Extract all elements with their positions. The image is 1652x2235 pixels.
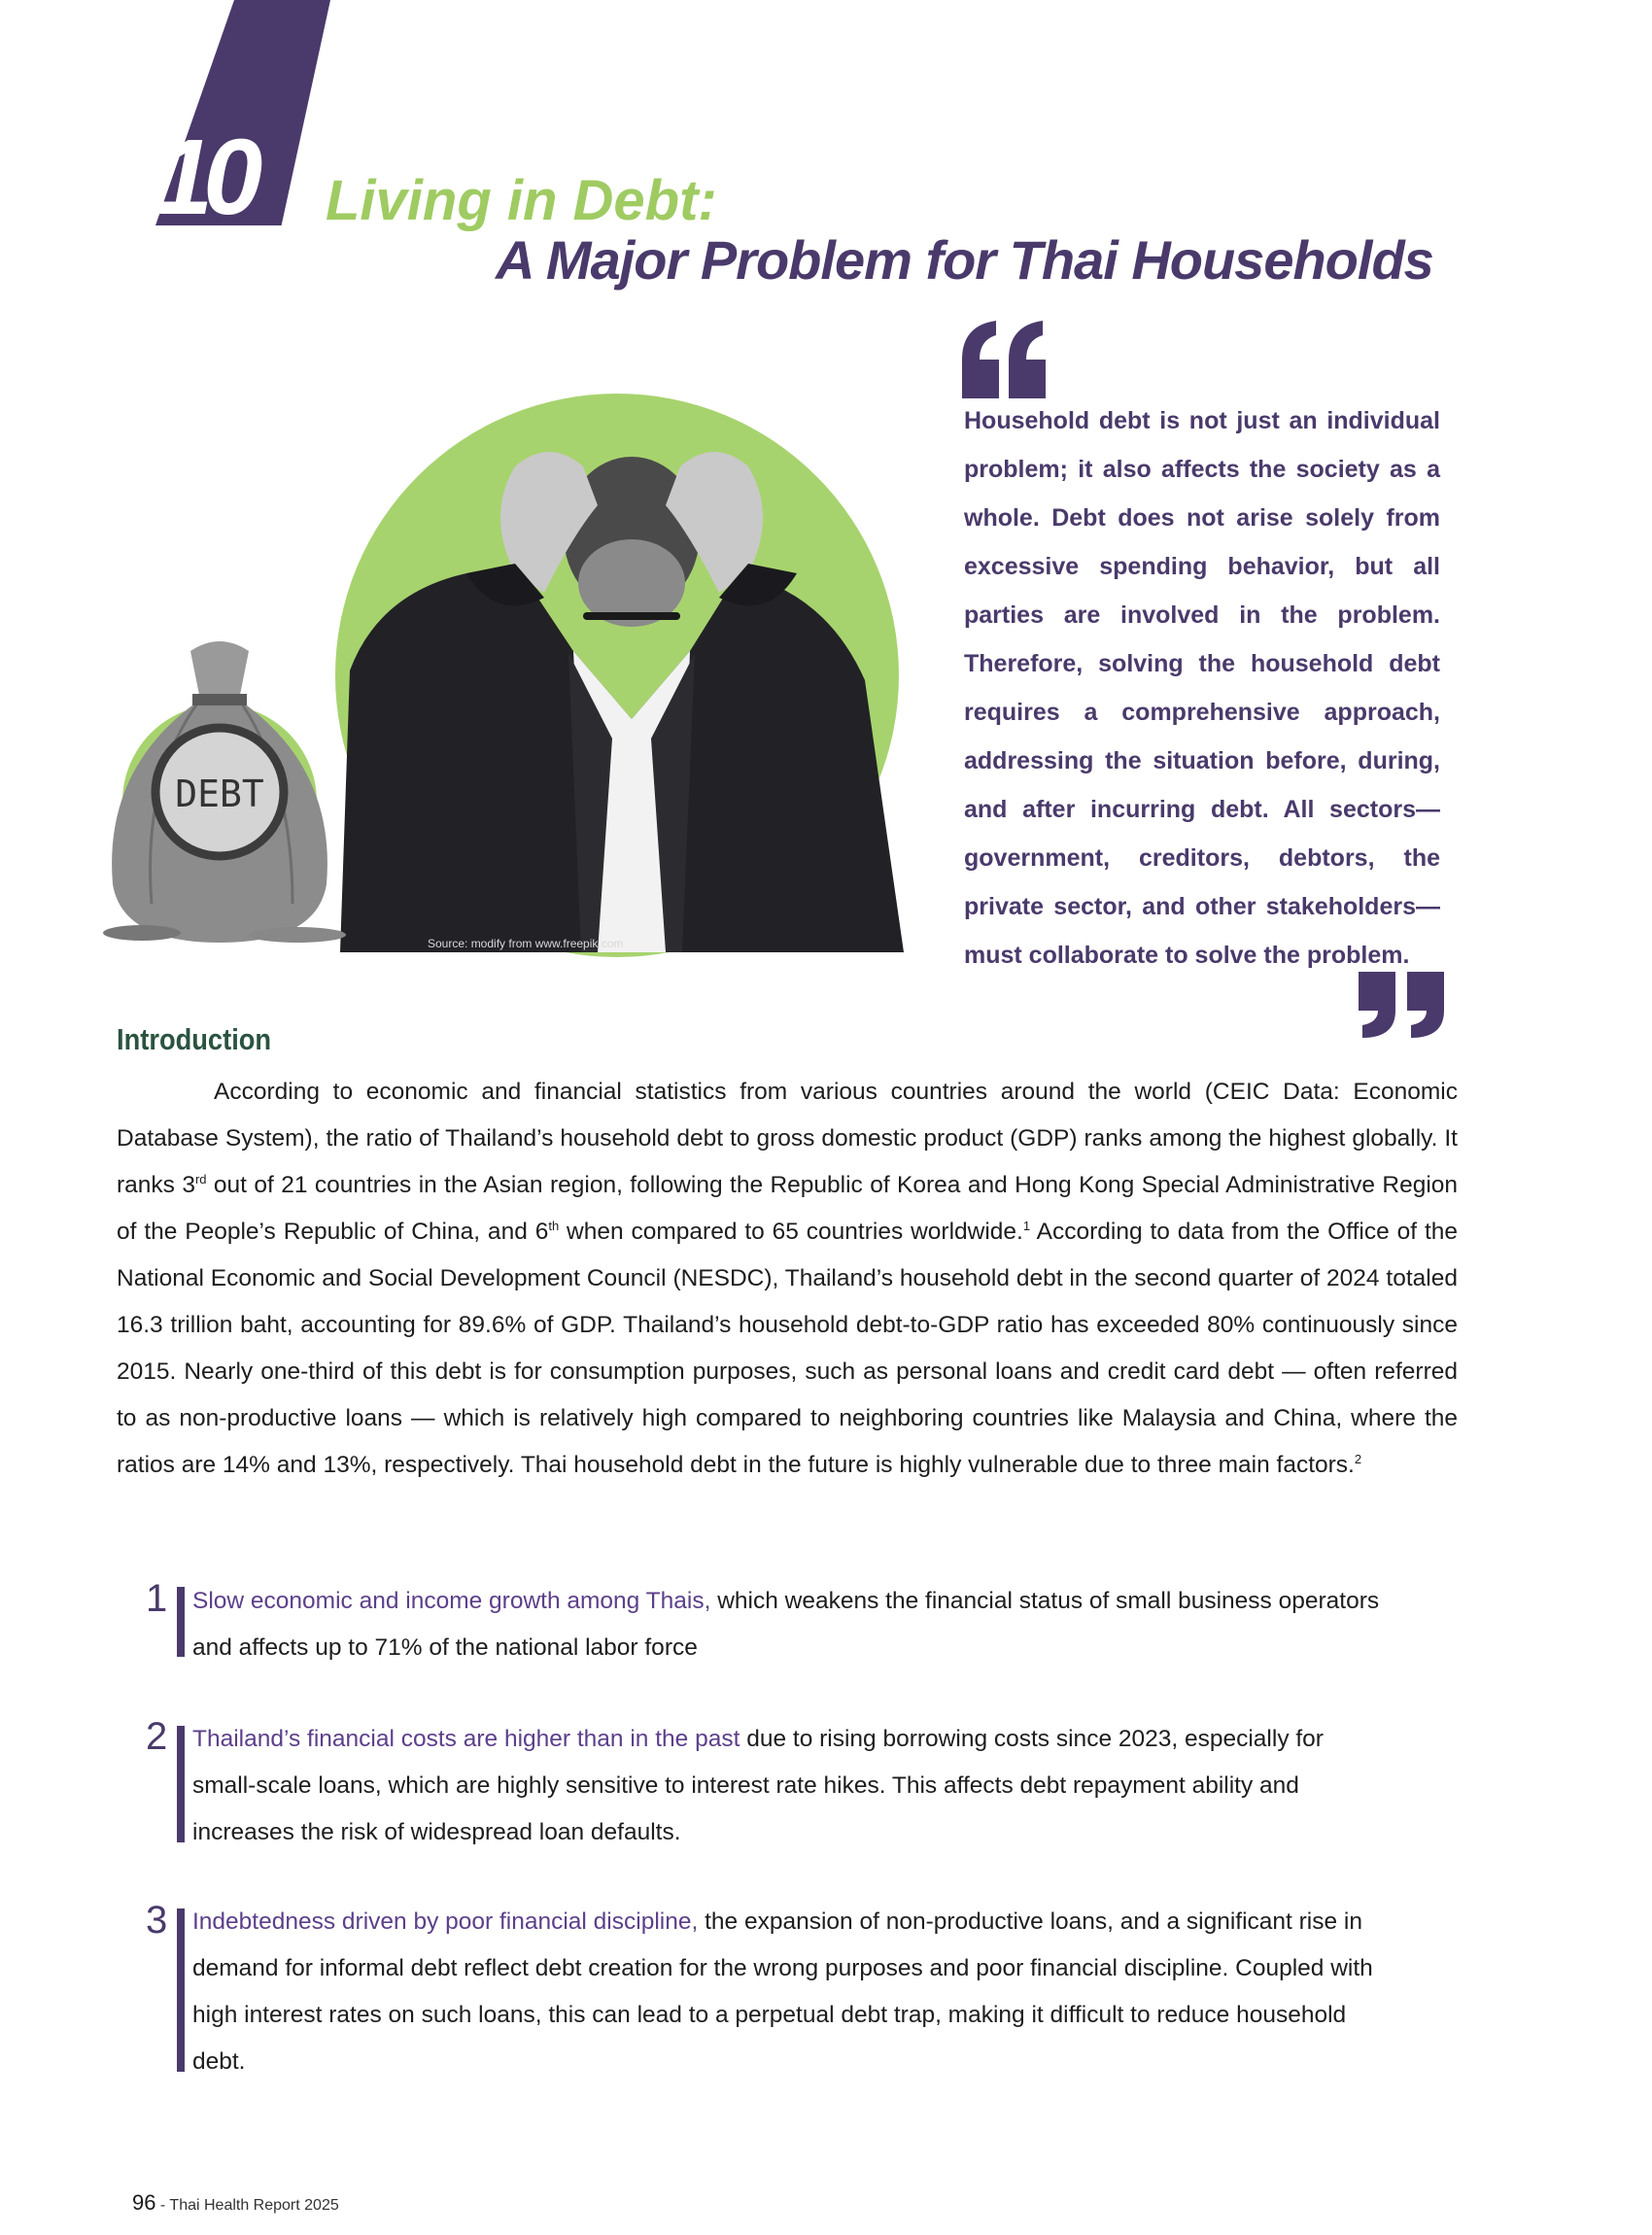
factor-1-number: 1 (146, 1577, 168, 1620)
superscript-rd: rd (194, 1171, 207, 1186)
page-number: 96 (132, 2190, 156, 2215)
debt-bag-label: DEBT (175, 773, 264, 815)
introduction-heading: Introduction (117, 1022, 272, 1056)
introduction-paragraph: According to economic and financial statistics from various countries around the world (CEIC Data: Economic Database System), the ratio of Thailand’s household debt to gross domestic product (GDP) ranks among the highest globally. It ranks 3rd out of 21 countries in the Asian region, following the Republic of Korea and Hong Kong Special Administrative Region of the People’s Republic of China, and 6th when compared to 65 countries worldwide.$^1$ According to data from the Office of the National Economic and Social Development Council (NESDC), Thailand’s household debt in the second quarter of 2024 totaled 16.3 trillion baht, accounting for 89.6% of GDP. Thailand’s household debt-to-GDP ratio has exceeded 80% continuously since 2015. Nearly one-third of this debt is for consumption purposes, such as personal loans and credit card debt — often referred to as non-productive loans — which is relatively high compared to neighboring countries like Malaysia and China, where the ratios are 14% and 13%, respectively. Thai household debt in the future is highly vulnerable due to three main factors.$^2$ (117, 1079, 1459, 1478)
chapter-title-line1: Living in Debt: (326, 169, 717, 232)
chapter-title-line2: A Major Problem for Thai Households (496, 229, 1433, 291)
factor-3-bar (177, 1908, 185, 2072)
image-source-caption: Source: modify from www.freepik.com (428, 937, 624, 950)
footnote-ref-2: 2 (1354, 1451, 1362, 1466)
close-quote-icon (1359, 972, 1448, 1038)
stressed-man-with-debt-bag-image (321, 428, 943, 952)
factor-2-text: Thailand’s financial costs are higher than in the past due to rising borrowing costs since 2023, especially for small-scale loans, which are highly sensitive to interest rate hikes. This affects debt repayment ability and increases the risk of widespread loan defaults. (192, 1726, 1324, 1845)
factor-3-text: Indebtedness driven by poor financial discipline, the expansion of non-productive loans, and a significant rise in demand for informal debt reflect debt creation for the wrong purposes and poor financial discipline. Coupled with high interest rates on such loans, this can lead to a perpetual debt trap, making it difficult to reduce household debt. (192, 1908, 1373, 2075)
page-footer: 96 - Thai Health Report 2025 (132, 2190, 339, 2215)
factor-1-text: Slow economic and income growth among Thais, which weakens the financial status of small business operators and affects up to 71% of the national labor force (192, 1588, 1380, 1661)
factor-1-bar (177, 1587, 185, 1657)
pull-quote: Household debt is not just an individual problem; it also affects the society as a whole. Debt does not arise solely from excessive spending behavior, but all parties are involved in the problem. Therefore, solving the household debt requires a comprehensive approach, addressing the situation before, during, and after incurring debt. All sectors—government, creditors, debtors, the private sector, and other stakeholders—must collaborate to solve the problem. (964, 407, 1440, 969)
factor-2-number: 2 (146, 1715, 168, 1758)
open-quote-icon (962, 321, 1050, 398)
debt-money-bag (84, 632, 356, 952)
superscript-th: th (548, 1218, 560, 1233)
footnote-ref-1: 1 (1022, 1218, 1031, 1233)
chapter-number: 10 (154, 118, 254, 237)
factor-3-number: 3 (146, 1899, 168, 1942)
factor-2-bar (177, 1726, 185, 1842)
